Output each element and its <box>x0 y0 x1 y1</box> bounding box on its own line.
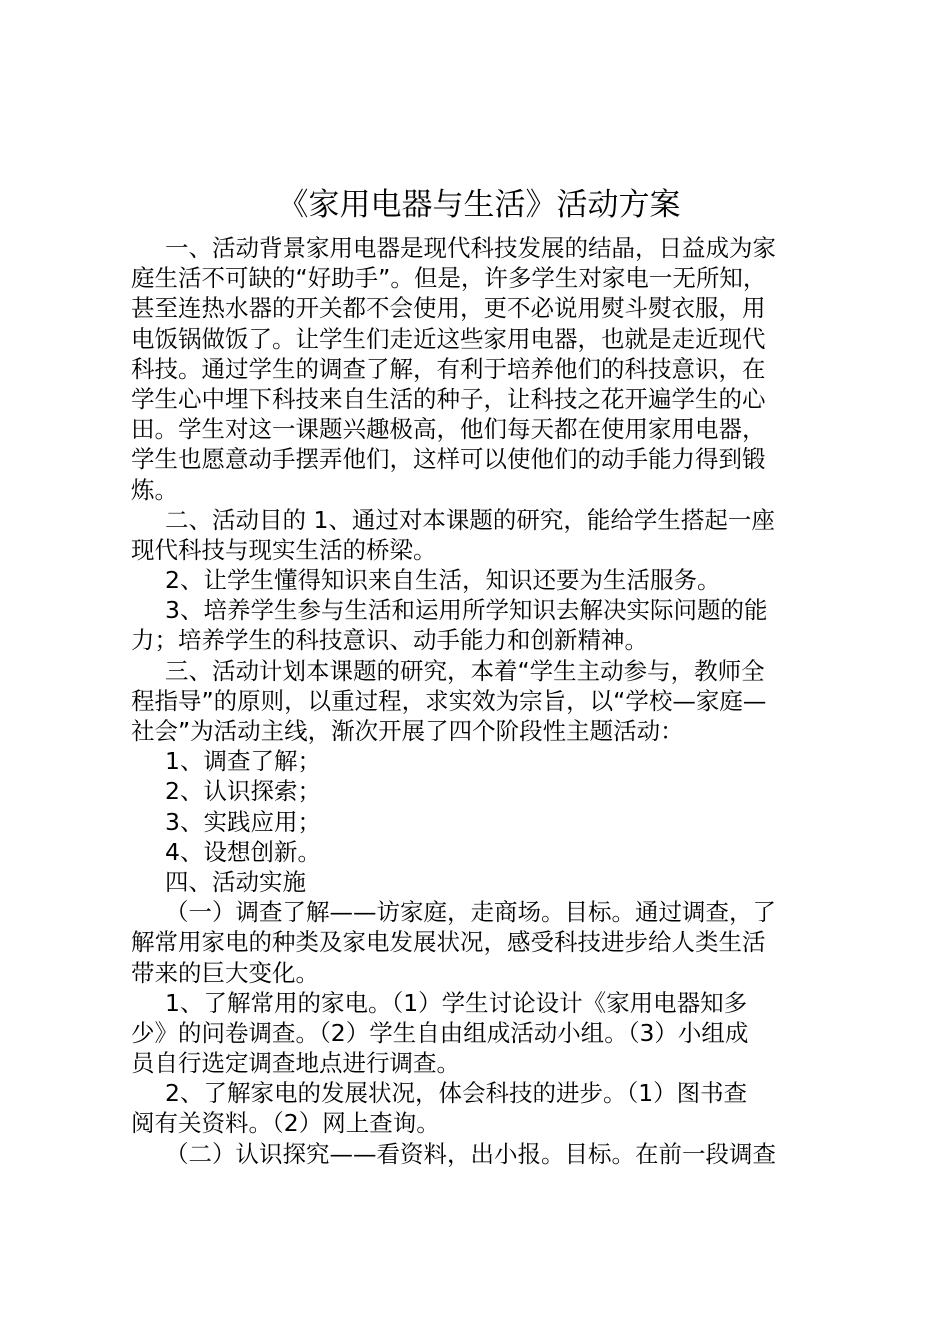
paragraph <box>131 595 831 655</box>
paragraph-line: 1、了解常用的家电。（1）学生讨论设计《家用电器知多 <box>165 988 748 1017</box>
paragraph-line: 学生心中埋下科技来自生活的种子，让科技之花开遍学生的心 <box>131 384 766 413</box>
paragraph <box>131 776 831 806</box>
paragraph-line: 庭生活不可缺的“好助手”。但是，许多学生对家电一无所知， <box>131 264 767 293</box>
paragraph-line: 炼。 <box>131 475 178 504</box>
paragraph-line: 3、实践应用； <box>165 807 321 836</box>
paragraph <box>131 746 831 776</box>
paragraph-line: （一）调查了解——访家庭，走商场。目标。通过调查，了 <box>165 898 776 927</box>
paragraph-line: 现代科技与现实生活的桥梁。 <box>131 535 437 564</box>
paragraph-line: 带来的巨大变化。 <box>131 958 319 987</box>
paragraph <box>131 867 831 897</box>
paragraph <box>131 233 831 505</box>
paragraph-line: 田。学生对这一课题兴趣极高，他们每天都在使用家用电器， <box>131 415 766 444</box>
paragraph-line: 科技。通过学生的调查了解，有利于培养他们的科技意识，在 <box>131 354 766 383</box>
paragraph <box>131 1078 831 1138</box>
paragraph-line: 力；培养学生的科技意识、动手能力和创新精神。 <box>131 626 648 655</box>
paragraph <box>131 988 831 1079</box>
paragraph-line: 社会”为活动主线，渐次开展了四个阶段性主题活动： <box>131 717 684 745</box>
paragraph <box>131 505 831 565</box>
paragraph-line: 二、活动目的 1、通过对本课题的研究，能给学生搭起一座 <box>165 505 775 534</box>
paragraph-line: 4、设想创新。 <box>165 837 321 866</box>
paragraph-line: 甚至连热水器的开关都不会使用，更不必说用熨斗熨衣服，用 <box>131 294 766 323</box>
paragraph-line: 解常用家电的种类及家电发展状况，感受科技进步给人类生活 <box>131 928 766 957</box>
paragraph-line: 1、调查了解； <box>165 747 321 776</box>
paragraph-line: 员自行选定调查地点进行调查。 <box>131 1049 460 1078</box>
paragraph-line: 四、活动实施 <box>165 867 306 896</box>
paragraph <box>131 837 831 867</box>
document-title: 《家用电器与生活》活动方案 <box>277 187 681 223</box>
paragraph-line: 2、认识探索； <box>165 777 321 806</box>
paragraph-line: 程指导”的原则，以重过程，求实效为宗旨，以“学校—家庭— <box>131 686 767 715</box>
paragraph <box>131 807 831 837</box>
paragraph-line: （二）认识探究——看资料，出小报。目标。在前一段调查 <box>165 1139 776 1168</box>
document-body <box>131 233 831 1169</box>
paragraph <box>131 1139 831 1169</box>
paragraph-line: 2、让学生懂得知识来自生活，知识还要为生活服务。 <box>165 566 721 595</box>
paragraph <box>131 565 831 595</box>
paragraph-line: 三、活动计划本课题的研究，本着“学生主动参与，教师全 <box>165 656 765 685</box>
paragraph-line: 3、培养学生参与生活和运用所学知识去解决实际问题的能 <box>165 596 768 625</box>
paragraph-line: 电饭锅做饭了。让学生们走近这些家用电器，也就是走近现代 <box>131 324 766 353</box>
paragraph-line: 2、了解家电的发展状况，体会科技的进步。（1）图书查 <box>165 1079 748 1108</box>
paragraph-line: 一、活动背景家用电器是现代科技发展的结晶，日益成为家 <box>165 234 776 262</box>
paragraph <box>131 656 831 747</box>
paragraph-line: 学生也愿意动手摆弄他们，这样可以使他们的动手能力得到锻 <box>131 445 766 474</box>
paragraph-line: 少》的问卷调查。（2）学生自由组成活动小组。（3）小组成 <box>131 1018 749 1047</box>
paragraph <box>131 897 831 988</box>
paragraph-line: 阅有关资料。（2）网上查询。 <box>131 1109 440 1138</box>
